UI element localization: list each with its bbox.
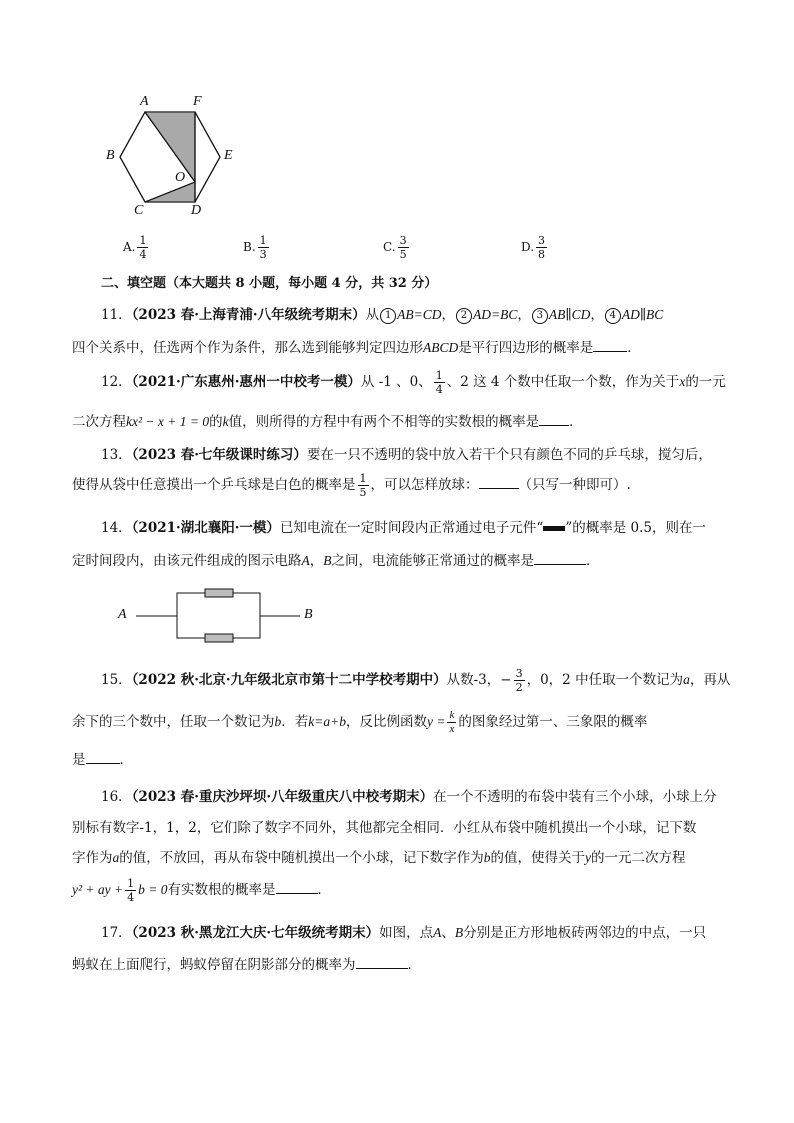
frac-num: 3 [515, 667, 523, 680]
q15-line3 [72, 748, 133, 768]
q14-line2 [72, 549, 600, 569]
q15-text: ．若 [281, 714, 309, 730]
q16-text: 的值，不放回，再从布袋中随机摸出一个小球，记下数字作为 [119, 850, 484, 866]
question-number: 11． [101, 307, 132, 323]
circled-number-3: 3 [532, 308, 548, 324]
hex-label-c: C [134, 203, 144, 218]
q16-text: 在一个不透明的布袋中装有三个小球，小球上分 [433, 789, 717, 805]
q12-text: 从 -1 、0、 [360, 374, 432, 390]
circuit-label-b: B [304, 607, 313, 622]
question-number: 14． [101, 520, 132, 536]
q15-text: 从数-3， [446, 672, 501, 688]
frac-num: 1 [139, 234, 147, 247]
answer-blank[interactable] [276, 881, 318, 894]
q16-text: 的值，使得关于 [490, 850, 585, 866]
q16-text: 有实数根的概率是 [167, 882, 276, 898]
answer-blank[interactable] [593, 339, 627, 352]
option-a[interactable] [123, 235, 150, 260]
q11-text: 四个关系中，任选两个作为条件，那么选到能够判定四边形 [72, 340, 423, 356]
equation-part: y² + ay + [72, 882, 124, 897]
hex-label-a: A [140, 94, 149, 109]
frac-den: 5 [399, 248, 407, 261]
var-b: b [483, 850, 491, 865]
q10-options [123, 230, 583, 262]
option-b[interactable] [243, 235, 271, 260]
answer-blank[interactable] [534, 552, 586, 565]
frac-num: k [449, 709, 455, 721]
q16-text: 字作为 [72, 850, 113, 866]
question-number: 16． [101, 789, 132, 805]
circuit-figure [112, 585, 322, 645]
q12-end: ． [569, 414, 583, 430]
var-k: k [222, 414, 229, 429]
q14-comma: ， [309, 553, 324, 569]
question-source: （2022 秋·北京·九年级北京市第十二中学校考期中） [131, 672, 447, 688]
option-d[interactable] [521, 235, 549, 260]
q11-text: 是平行四边形的概率是 [458, 340, 594, 356]
q17-line2 [72, 953, 421, 973]
question-number: 15． [101, 672, 132, 688]
q15-text: 是 [72, 752, 86, 768]
q16-text: 别标有数字-1，1，2，它们除了数字不同外，其他都完全相同．小红从布袋中随机摸出一个小球，记下数 [72, 820, 697, 836]
q15-end: ． [119, 752, 133, 768]
question-source: （2021·湖北襄阳·一模） [131, 520, 280, 536]
question-number: 13． [101, 447, 132, 463]
q13-text: （只写一种即可）. [518, 477, 631, 493]
var-a: a [112, 850, 120, 865]
q14-text: 定时间段内，由该元件组成的图示电路 [72, 553, 302, 569]
point-a: A [301, 553, 310, 568]
circled-number-1: 1 [380, 308, 396, 324]
point-b: B [323, 553, 332, 568]
point-a: A [433, 925, 442, 940]
q14-text: 之间，电流能够正常通过的概率是 [331, 553, 534, 569]
question-source: （2023 秋·黑龙江大庆·七年级统考期末） [131, 925, 380, 941]
hexagon-figure [100, 90, 250, 225]
circuit-label-a: A [118, 607, 127, 622]
q14-end: ． [586, 553, 600, 569]
q16-line3 [72, 846, 686, 866]
q14-line1 [101, 516, 706, 536]
question-source: （2023 春·上海青浦·八年级统考期末） [131, 307, 366, 323]
equation: kx² − x + 1 = 0 [126, 414, 210, 429]
q17-text: 如图，点 [379, 925, 434, 941]
hex-label-e: E [224, 148, 233, 163]
y-equation: y = [426, 714, 446, 729]
frac-den: 4 [139, 248, 147, 261]
equation-part: b = 0 [138, 882, 168, 897]
frac-den: 5 [359, 486, 367, 499]
q16-end: ． [317, 882, 332, 898]
frac-num: 1 [435, 369, 443, 382]
circled-number-4: 4 [605, 308, 621, 324]
frac-den: 8 [538, 248, 546, 261]
frac-den: 4 [127, 891, 135, 904]
frac-den: 4 [435, 383, 443, 396]
q15-line2 [72, 710, 647, 735]
frac-den: x [449, 723, 455, 735]
circuit-diagram [112, 585, 322, 645]
q12-text: 、2 这 4 个数中任取一个数，作为关于 [446, 374, 680, 390]
q13-text: 要在一只不透明的袋中放入若干个只有颜色不同的乒乓球，搅匀后， [306, 447, 712, 463]
q11-text: 从 [365, 307, 380, 323]
k-equation: k=a+b [308, 714, 346, 729]
circled-number-2: 2 [456, 308, 472, 324]
question-source: （2021·广东惠州·惠州一中校考一模） [131, 374, 361, 390]
q15-line1 [101, 668, 730, 693]
question-source: （2023 春·重庆沙坪坝·八年级重庆八中校考期末） [131, 789, 434, 805]
option-letter: C. [383, 240, 396, 254]
condition-3: AB∥CD [548, 307, 591, 322]
hex-label-d: D [191, 203, 202, 218]
q15-text: 余下的三个数中，任取一个数记为 [72, 714, 275, 730]
q13-text: 使得从袋中任意摸出一个乒乓球是白色的概率是 [72, 477, 356, 493]
question-source: （2023 春·七年级课时练习） [131, 447, 307, 463]
q12-text: 的 [209, 414, 223, 430]
q16-text: 的一元二次方程 [591, 850, 686, 866]
answer-blank[interactable] [539, 413, 569, 426]
resistor-symbol [543, 526, 565, 531]
q12-text: 值，则所得的方程中有两个不相等的实数根的概率是 [228, 414, 540, 430]
condition-2: AD=BC [472, 307, 518, 322]
q11-end: ． [627, 340, 641, 356]
frac-den: 2 [515, 681, 523, 694]
question-number: 12． [101, 374, 132, 390]
quad-abcd: ABCD [423, 340, 459, 355]
section-header: 二、填空题（本大题共 8 小题，每小题 4 分，共 32 分） [101, 276, 438, 291]
option-letter: A. [123, 240, 136, 254]
q13-text: ，可以怎样放球： [370, 477, 479, 493]
q12-line1 [101, 370, 726, 395]
q13-line2 [72, 473, 631, 498]
var-b: b [274, 714, 282, 729]
var-a: a [683, 672, 690, 687]
hex-label-o: O [175, 170, 186, 185]
q17-text: 蚂蚁在上面爬行，蚂蚁停留在阴影部分的概率为 [72, 957, 356, 973]
frac-num: 1 [359, 472, 367, 485]
frac-num: 1 [127, 877, 135, 890]
q16-line4 [72, 878, 331, 903]
q17-text: 、 [441, 925, 455, 941]
q12-text: 二次方程 [72, 414, 126, 430]
q15-text: ，反比例函数 [345, 714, 427, 730]
var-y: y [585, 850, 591, 865]
q17-line1 [101, 921, 706, 941]
q15-text: ，0，2 中任取一个数记为 [526, 672, 684, 688]
q15-text: 的图象经过第一、三象限的概率 [458, 714, 648, 730]
q14-text: ”的概率是 0.5，则在一 [565, 520, 706, 536]
condition-1: AB=CD [397, 307, 442, 322]
var-x: x [679, 374, 686, 389]
frac-num: 3 [399, 234, 407, 247]
option-letter: B. [243, 240, 256, 254]
q11-line1: 11．（2023 春·上海青浦·八年级统考期末）从 1 AB=CD， 2 AD=BC， 3 AB∥CD， 4 AD∥BC [101, 307, 664, 323]
option-c[interactable] [383, 235, 411, 260]
q13-line1 [101, 443, 712, 463]
q16-line1 [101, 785, 717, 805]
point-b: B [454, 925, 464, 940]
answer-blank[interactable] [86, 751, 120, 764]
q15-text: ，再从 [689, 672, 731, 688]
option-letter: D. [521, 240, 535, 254]
question-number: 17． [101, 925, 132, 941]
frac-num: 3 [538, 234, 546, 247]
answer-blank[interactable] [479, 476, 519, 489]
answer-blank[interactable] [356, 956, 408, 969]
q12-line2 [72, 410, 583, 430]
q17-end: ． [407, 957, 421, 973]
hex-label-f: F [193, 94, 202, 109]
hex-label-b: B [106, 148, 115, 163]
q17-text: 分别是正方形地板砖两邻边的中点，一只 [463, 925, 707, 941]
q16-line2 [72, 816, 696, 836]
q12-text: 的一元 [685, 374, 726, 390]
frac-num: 1 [259, 234, 267, 247]
condition-4: AD∥BC [621, 307, 664, 322]
q11-line2 [72, 336, 641, 356]
minus-sign: − [500, 672, 512, 688]
frac-den: 3 [259, 248, 267, 261]
q14-text: 已知电流在一定时间段内正常通过电子元件“ [279, 520, 544, 536]
